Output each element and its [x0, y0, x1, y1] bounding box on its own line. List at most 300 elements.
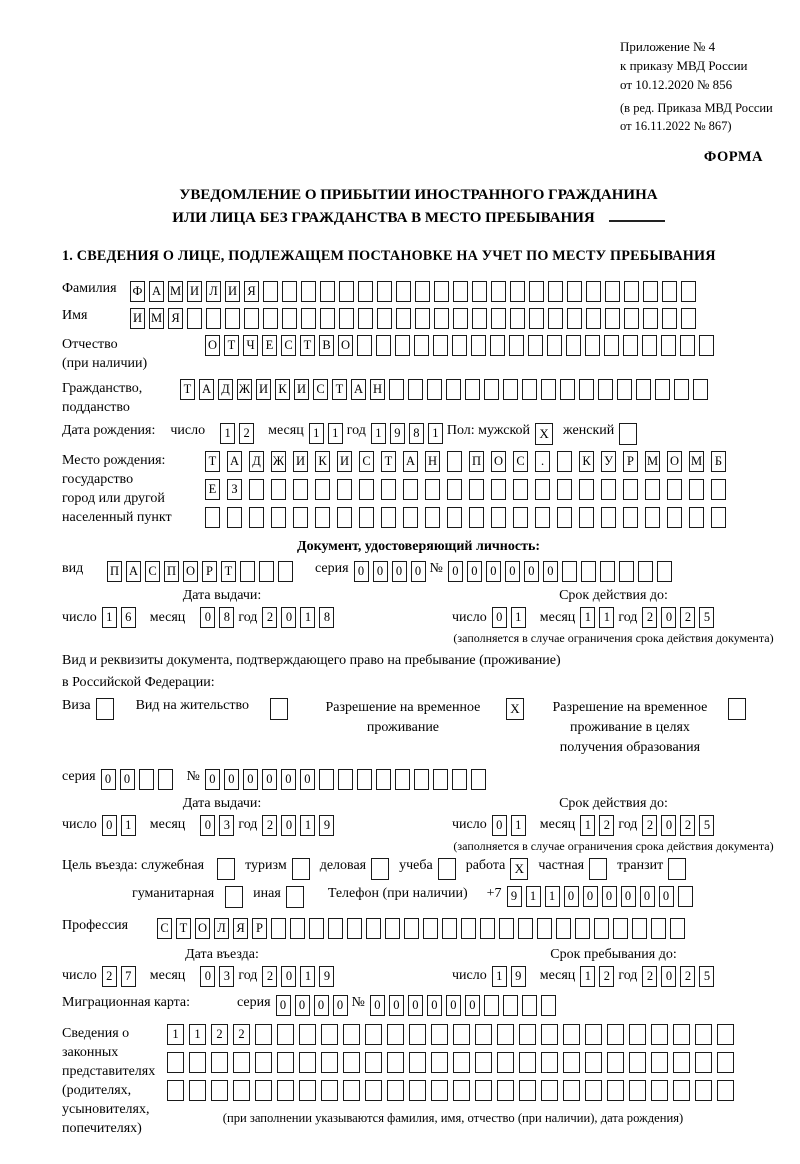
form-cell[interactable] — [321, 1080, 338, 1101]
form-cell[interactable] — [680, 335, 695, 356]
form-cell[interactable]: 0 — [392, 561, 407, 582]
form-cell[interactable] — [385, 918, 400, 939]
form-cell[interactable] — [557, 451, 572, 472]
form-cell[interactable] — [337, 507, 352, 528]
form-cell[interactable]: М — [168, 281, 183, 302]
form-cell[interactable]: 0 — [200, 607, 215, 628]
form-cell[interactable] — [425, 507, 440, 528]
study-checkbox[interactable] — [438, 858, 456, 880]
form-cell[interactable] — [689, 479, 704, 500]
form-cell[interactable]: 1 — [580, 815, 595, 836]
form-cell[interactable] — [255, 1024, 272, 1045]
form-cell[interactable]: 0 — [120, 769, 135, 790]
form-cell[interactable] — [636, 379, 651, 400]
form-cell[interactable]: 8 — [319, 607, 334, 628]
form-cell[interactable]: 0 — [564, 886, 579, 907]
form-cell[interactable] — [490, 335, 505, 356]
form-cell[interactable] — [376, 769, 391, 790]
form-cell[interactable]: И — [256, 379, 271, 400]
form-cell[interactable]: 0 — [505, 561, 520, 582]
form-cell[interactable] — [541, 379, 556, 400]
form-cell[interactable] — [189, 1052, 206, 1073]
form-cell[interactable] — [357, 335, 372, 356]
temp-residence-edu-checkbox[interactable] — [728, 698, 746, 720]
form-cell[interactable]: А — [351, 379, 366, 400]
form-cell[interactable]: О — [205, 335, 220, 356]
form-cell[interactable] — [446, 379, 461, 400]
form-cell[interactable] — [579, 379, 594, 400]
form-cell[interactable]: 0 — [448, 561, 463, 582]
form-cell[interactable] — [453, 1052, 470, 1073]
form-cell[interactable] — [365, 1052, 382, 1073]
form-cell[interactable]: 0 — [300, 769, 315, 790]
form-cell[interactable] — [452, 769, 467, 790]
form-cell[interactable]: 0 — [640, 886, 655, 907]
form-cell[interactable] — [585, 1052, 602, 1073]
form-cell[interactable]: 0 — [486, 561, 501, 582]
form-cell[interactable]: 2 — [102, 966, 117, 987]
form-cell[interactable]: К — [579, 451, 594, 472]
form-cell[interactable] — [581, 561, 596, 582]
form-cell[interactable] — [475, 1080, 492, 1101]
form-cell[interactable]: И — [337, 451, 352, 472]
form-cell[interactable]: И — [293, 451, 308, 472]
form-cell[interactable] — [475, 1024, 492, 1045]
form-cell[interactable] — [320, 281, 335, 302]
form-cell[interactable] — [547, 335, 562, 356]
form-cell[interactable]: 1 — [580, 966, 595, 987]
form-cell[interactable]: 0 — [621, 886, 636, 907]
form-cell[interactable]: 0 — [583, 886, 598, 907]
form-cell[interactable] — [695, 1024, 712, 1045]
form-cell[interactable] — [623, 479, 638, 500]
form-cell[interactable] — [158, 769, 173, 790]
business-checkbox[interactable] — [371, 858, 389, 880]
form-cell[interactable] — [211, 1052, 228, 1073]
form-cell[interactable] — [537, 918, 552, 939]
form-cell[interactable]: Ж — [271, 451, 286, 472]
form-cell[interactable] — [414, 335, 429, 356]
form-cell[interactable]: 1 — [300, 815, 315, 836]
form-cell[interactable] — [548, 281, 563, 302]
form-cell[interactable]: 1 — [220, 423, 235, 444]
form-cell[interactable] — [601, 507, 616, 528]
form-cell[interactable] — [497, 1080, 514, 1101]
form-cell[interactable]: 1 — [371, 423, 386, 444]
form-cell[interactable] — [556, 918, 571, 939]
form-cell[interactable]: Д — [249, 451, 264, 472]
form-cell[interactable] — [431, 1052, 448, 1073]
form-cell[interactable] — [471, 335, 486, 356]
form-cell[interactable]: М — [645, 451, 660, 472]
form-cell[interactable]: 0 — [314, 995, 329, 1016]
form-cell[interactable]: Ж — [237, 379, 252, 400]
form-cell[interactable] — [607, 1024, 624, 1045]
humanitarian-checkbox[interactable] — [225, 886, 243, 908]
form-cell[interactable] — [475, 1052, 492, 1073]
form-cell[interactable] — [499, 918, 514, 939]
form-cell[interactable] — [447, 479, 462, 500]
form-cell[interactable]: Б — [711, 451, 726, 472]
form-cell[interactable] — [167, 1052, 184, 1073]
form-cell[interactable] — [651, 1052, 668, 1073]
form-cell[interactable] — [365, 1024, 382, 1045]
form-cell[interactable]: Т — [224, 335, 239, 356]
form-cell[interactable] — [343, 1080, 360, 1101]
form-cell[interactable] — [377, 281, 392, 302]
form-cell[interactable]: 2 — [262, 966, 277, 987]
form-cell[interactable] — [447, 451, 462, 472]
form-cell[interactable] — [395, 335, 410, 356]
form-cell[interactable] — [433, 335, 448, 356]
form-cell[interactable] — [638, 561, 653, 582]
male-checkbox[interactable]: X — [535, 423, 553, 445]
form-cell[interactable] — [139, 769, 154, 790]
form-cell[interactable] — [205, 507, 220, 528]
form-cell[interactable]: Л — [214, 918, 229, 939]
form-cell[interactable] — [404, 918, 419, 939]
form-cell[interactable] — [469, 479, 484, 500]
form-cell[interactable] — [338, 769, 353, 790]
form-cell[interactable] — [541, 1024, 558, 1045]
form-cell[interactable]: 0 — [224, 769, 239, 790]
form-cell[interactable] — [167, 1080, 184, 1101]
form-cell[interactable] — [579, 507, 594, 528]
form-cell[interactable] — [605, 281, 620, 302]
form-cell[interactable] — [586, 308, 601, 329]
form-cell[interactable]: 5 — [699, 607, 714, 628]
form-cell[interactable] — [301, 281, 316, 302]
form-cell[interactable] — [461, 918, 476, 939]
form-cell[interactable]: 8 — [409, 423, 424, 444]
form-cell[interactable] — [607, 1052, 624, 1073]
form-cell[interactable] — [434, 308, 449, 329]
form-cell[interactable] — [566, 335, 581, 356]
form-cell[interactable]: 0 — [281, 769, 296, 790]
form-cell[interactable] — [227, 507, 242, 528]
form-cell[interactable]: 1 — [167, 1024, 184, 1045]
form-cell[interactable] — [337, 479, 352, 500]
form-cell[interactable] — [320, 308, 335, 329]
form-cell[interactable] — [629, 1080, 646, 1101]
form-cell[interactable]: 1 — [300, 607, 315, 628]
form-cell[interactable] — [632, 918, 647, 939]
form-cell[interactable] — [522, 995, 537, 1016]
form-cell[interactable] — [645, 479, 660, 500]
form-cell[interactable] — [415, 281, 430, 302]
form-cell[interactable] — [211, 1080, 228, 1101]
form-cell[interactable]: 2 — [211, 1024, 228, 1045]
form-cell[interactable] — [431, 1080, 448, 1101]
form-cell[interactable] — [535, 507, 550, 528]
form-cell[interactable] — [695, 1052, 712, 1073]
form-cell[interactable] — [395, 769, 410, 790]
form-cell[interactable] — [695, 1080, 712, 1101]
form-cell[interactable]: Р — [623, 451, 638, 472]
form-cell[interactable] — [575, 918, 590, 939]
form-cell[interactable] — [623, 335, 638, 356]
form-cell[interactable] — [472, 281, 487, 302]
form-cell[interactable] — [249, 479, 264, 500]
form-cell[interactable] — [472, 308, 487, 329]
form-cell[interactable] — [387, 1024, 404, 1045]
form-cell[interactable]: Т — [221, 561, 236, 582]
form-cell[interactable]: 0 — [661, 815, 676, 836]
form-cell[interactable] — [604, 335, 619, 356]
form-cell[interactable]: О — [491, 451, 506, 472]
form-cell[interactable]: 0 — [543, 561, 558, 582]
form-cell[interactable] — [529, 281, 544, 302]
form-cell[interactable] — [469, 507, 484, 528]
form-cell[interactable]: 0 — [492, 607, 507, 628]
form-cell[interactable] — [403, 507, 418, 528]
form-cell[interactable] — [667, 507, 682, 528]
private-checkbox[interactable] — [589, 858, 607, 880]
form-cell[interactable]: П — [164, 561, 179, 582]
form-cell[interactable] — [535, 479, 550, 500]
form-cell[interactable] — [711, 507, 726, 528]
form-cell[interactable] — [662, 308, 677, 329]
form-cell[interactable] — [423, 918, 438, 939]
form-cell[interactable] — [453, 281, 468, 302]
form-cell[interactable] — [585, 1080, 602, 1101]
form-cell[interactable] — [225, 308, 240, 329]
form-cell[interactable] — [409, 1052, 426, 1073]
form-cell[interactable]: К — [315, 451, 330, 472]
form-cell[interactable] — [271, 479, 286, 500]
form-cell[interactable] — [503, 995, 518, 1016]
form-cell[interactable] — [321, 1052, 338, 1073]
form-cell[interactable]: 2 — [680, 966, 695, 987]
form-cell[interactable]: О — [183, 561, 198, 582]
form-cell[interactable]: 0 — [243, 769, 258, 790]
form-cell[interactable]: Е — [262, 335, 277, 356]
form-cell[interactable] — [484, 379, 499, 400]
form-cell[interactable] — [359, 507, 374, 528]
form-cell[interactable]: 0 — [281, 966, 296, 987]
form-cell[interactable] — [377, 308, 392, 329]
form-cell[interactable]: 0 — [276, 995, 291, 1016]
form-cell[interactable]: 3 — [219, 966, 234, 987]
form-cell[interactable]: И — [130, 308, 145, 329]
form-cell[interactable] — [465, 379, 480, 400]
form-cell[interactable] — [613, 918, 628, 939]
residence-permit-checkbox[interactable] — [270, 698, 288, 720]
form-cell[interactable] — [503, 379, 518, 400]
form-cell[interactable] — [693, 379, 708, 400]
form-cell[interactable] — [689, 507, 704, 528]
form-cell[interactable]: С — [281, 335, 296, 356]
form-cell[interactable] — [667, 479, 682, 500]
form-cell[interactable]: 9 — [390, 423, 405, 444]
form-cell[interactable]: Я — [244, 281, 259, 302]
form-cell[interactable] — [651, 918, 666, 939]
form-cell[interactable]: 1 — [526, 886, 541, 907]
transit-checkbox[interactable] — [668, 858, 686, 880]
form-cell[interactable] — [396, 281, 411, 302]
form-cell[interactable] — [529, 308, 544, 329]
form-cell[interactable]: С — [359, 451, 374, 472]
form-cell[interactable] — [233, 1052, 250, 1073]
form-cell[interactable] — [661, 335, 676, 356]
form-cell[interactable]: Н — [425, 451, 440, 472]
form-cell[interactable]: Т — [332, 379, 347, 400]
form-cell[interactable] — [563, 1052, 580, 1073]
official-checkbox[interactable] — [217, 858, 235, 880]
form-cell[interactable] — [471, 769, 486, 790]
form-cell[interactable] — [403, 479, 418, 500]
form-cell[interactable] — [624, 281, 639, 302]
temp-residence-checkbox[interactable]: X — [506, 698, 524, 720]
form-cell[interactable] — [431, 1024, 448, 1045]
form-cell[interactable] — [480, 918, 495, 939]
form-cell[interactable] — [717, 1080, 734, 1101]
work-checkbox[interactable]: X — [510, 858, 528, 880]
form-cell[interactable] — [601, 479, 616, 500]
form-cell[interactable] — [366, 918, 381, 939]
form-cell[interactable]: Д — [218, 379, 233, 400]
form-cell[interactable]: О — [667, 451, 682, 472]
form-cell[interactable]: 0 — [354, 561, 369, 582]
form-cell[interactable] — [600, 561, 615, 582]
form-cell[interactable]: Т — [205, 451, 220, 472]
form-cell[interactable] — [359, 479, 374, 500]
form-cell[interactable] — [491, 507, 506, 528]
form-cell[interactable]: Н — [370, 379, 385, 400]
form-cell[interactable]: Я — [233, 918, 248, 939]
form-cell[interactable]: 0 — [333, 995, 348, 1016]
form-cell[interactable]: Р — [252, 918, 267, 939]
form-cell[interactable] — [541, 1080, 558, 1101]
form-cell[interactable]: 0 — [389, 995, 404, 1016]
form-cell[interactable] — [509, 335, 524, 356]
form-cell[interactable] — [453, 308, 468, 329]
form-cell[interactable] — [282, 281, 297, 302]
form-cell[interactable] — [409, 1080, 426, 1101]
form-cell[interactable] — [415, 308, 430, 329]
form-cell[interactable] — [484, 995, 499, 1016]
form-cell[interactable]: 0 — [524, 561, 539, 582]
form-cell[interactable]: 2 — [239, 423, 254, 444]
form-cell[interactable]: 5 — [699, 966, 714, 987]
visa-checkbox[interactable] — [96, 698, 114, 720]
form-cell[interactable] — [510, 281, 525, 302]
form-cell[interactable] — [643, 281, 658, 302]
form-cell[interactable] — [263, 308, 278, 329]
form-cell[interactable] — [519, 1052, 536, 1073]
form-cell[interactable] — [255, 1052, 272, 1073]
form-cell[interactable] — [623, 507, 638, 528]
form-cell[interactable]: С — [145, 561, 160, 582]
form-cell[interactable] — [315, 479, 330, 500]
form-cell[interactable] — [678, 886, 693, 907]
form-cell[interactable]: И — [187, 281, 202, 302]
form-cell[interactable]: 2 — [262, 815, 277, 836]
form-cell[interactable]: Ч — [243, 335, 258, 356]
form-cell[interactable]: 0 — [661, 966, 676, 987]
form-cell[interactable] — [290, 918, 305, 939]
form-cell[interactable] — [189, 1080, 206, 1101]
form-cell[interactable]: М — [149, 308, 164, 329]
form-cell[interactable]: . — [535, 451, 550, 472]
form-cell[interactable]: 2 — [642, 966, 657, 987]
form-cell[interactable]: 0 — [602, 886, 617, 907]
form-cell[interactable] — [674, 379, 689, 400]
form-cell[interactable] — [387, 1052, 404, 1073]
form-cell[interactable] — [585, 1024, 602, 1045]
form-cell[interactable]: 3 — [219, 815, 234, 836]
form-cell[interactable]: К — [275, 379, 290, 400]
form-cell[interactable] — [282, 308, 297, 329]
form-cell[interactable]: Я — [168, 308, 183, 329]
form-cell[interactable] — [452, 335, 467, 356]
form-cell[interactable] — [277, 1052, 294, 1073]
form-cell[interactable] — [301, 308, 316, 329]
form-cell[interactable]: 1 — [328, 423, 343, 444]
form-cell[interactable] — [293, 507, 308, 528]
form-cell[interactable] — [396, 308, 411, 329]
form-cell[interactable] — [518, 918, 533, 939]
form-cell[interactable]: 0 — [411, 561, 426, 582]
form-cell[interactable] — [699, 335, 714, 356]
form-cell[interactable] — [491, 308, 506, 329]
form-cell[interactable] — [321, 1024, 338, 1045]
form-cell[interactable] — [339, 281, 354, 302]
form-cell[interactable] — [541, 995, 556, 1016]
form-cell[interactable]: А — [403, 451, 418, 472]
form-cell[interactable] — [277, 1080, 294, 1101]
form-cell[interactable] — [624, 308, 639, 329]
form-cell[interactable]: И — [225, 281, 240, 302]
form-cell[interactable]: 2 — [599, 815, 614, 836]
form-cell[interactable]: 9 — [319, 815, 334, 836]
form-cell[interactable] — [629, 1052, 646, 1073]
form-cell[interactable] — [491, 479, 506, 500]
form-cell[interactable] — [293, 479, 308, 500]
form-cell[interactable] — [548, 308, 563, 329]
form-cell[interactable]: 0 — [427, 995, 442, 1016]
form-cell[interactable] — [357, 769, 372, 790]
form-cell[interactable] — [381, 507, 396, 528]
form-cell[interactable] — [567, 308, 582, 329]
form-cell[interactable] — [433, 769, 448, 790]
form-cell[interactable]: О — [195, 918, 210, 939]
form-cell[interactable]: 0 — [446, 995, 461, 1016]
form-cell[interactable] — [271, 507, 286, 528]
form-cell[interactable]: З — [227, 479, 242, 500]
form-cell[interactable] — [387, 1080, 404, 1101]
form-cell[interactable]: 6 — [121, 607, 136, 628]
form-cell[interactable]: У — [601, 451, 616, 472]
form-cell[interactable] — [513, 507, 528, 528]
form-cell[interactable] — [278, 561, 293, 582]
form-cell[interactable]: 2 — [233, 1024, 250, 1045]
form-cell[interactable]: А — [126, 561, 141, 582]
form-cell[interactable]: Ф — [130, 281, 145, 302]
form-cell[interactable] — [206, 308, 221, 329]
form-cell[interactable] — [319, 769, 334, 790]
form-cell[interactable] — [328, 918, 343, 939]
form-cell[interactable]: Т — [180, 379, 195, 400]
form-cell[interactable] — [645, 507, 660, 528]
form-cell[interactable]: А — [149, 281, 164, 302]
form-cell[interactable] — [557, 507, 572, 528]
form-cell[interactable] — [522, 379, 537, 400]
form-cell[interactable] — [263, 281, 278, 302]
form-cell[interactable] — [585, 335, 600, 356]
form-cell[interactable]: Т — [300, 335, 315, 356]
form-cell[interactable] — [255, 1080, 272, 1101]
